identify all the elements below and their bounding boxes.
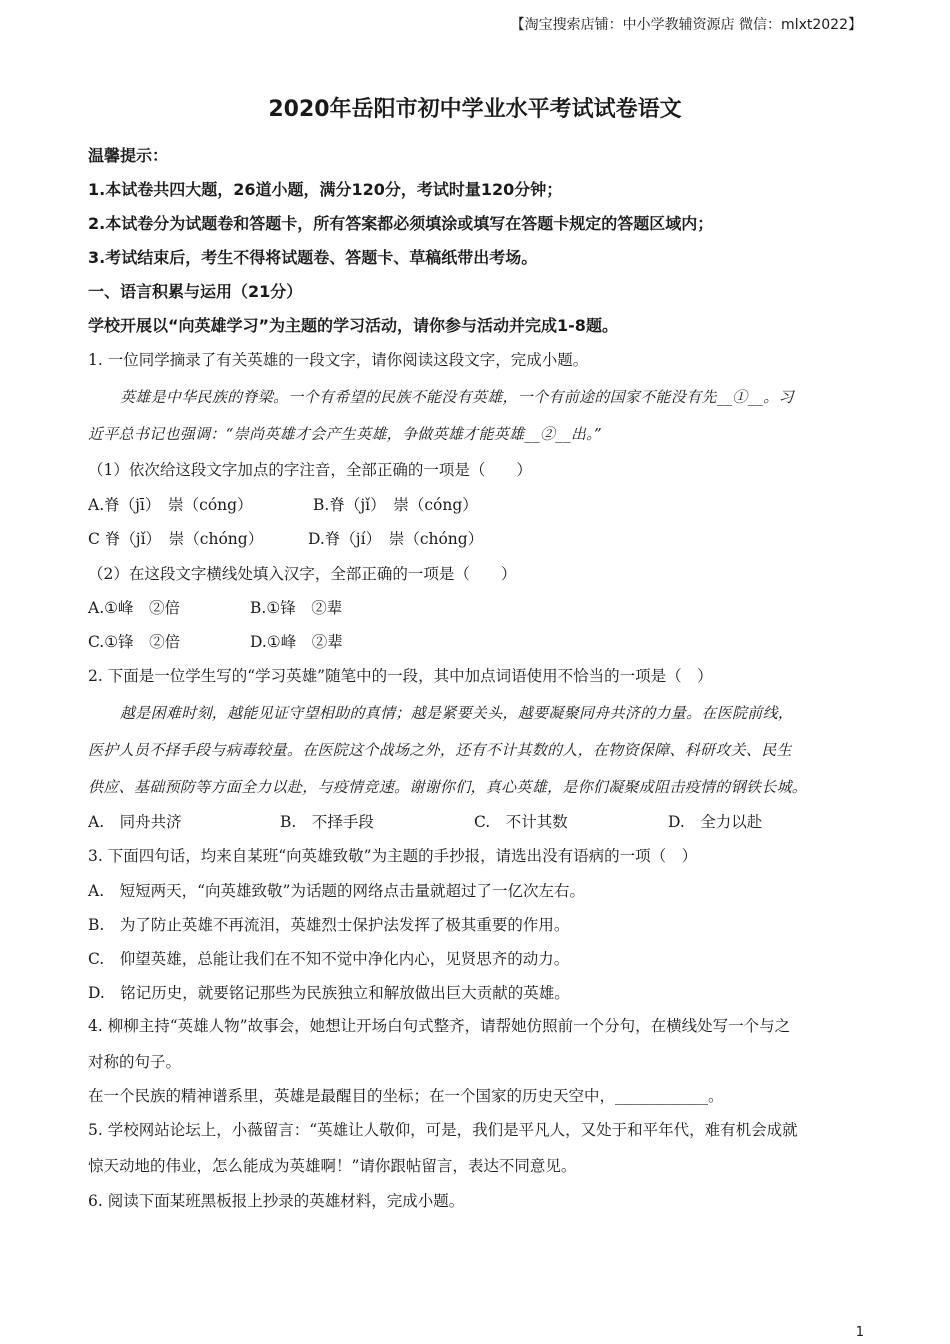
q6-stem: 6. 阅读下面某班黑板报上抄录的英雄材料，完成小题。 [88, 1192, 465, 1210]
q1-sub2-option-b: B.①锋 ②辈 [250, 599, 343, 617]
q1-sub2-stem: （2）在这段文字横线处填入汉字，全部正确的一项是（ ） [88, 565, 517, 583]
page-title: 2020年岳阳市初中学业水平考试试卷语文 [268, 97, 682, 122]
q4-stem: 4. 柳柳主持“英雄人物”故事会，她想让开场白句式整齐，请帮她仿照前一个分句，在横线处写一个与之 [88, 1017, 791, 1035]
q2-passage-line: 越是困难时刻，越能见证守望相助的真情；越是紧要关头，越要凝聚同舟共济的力量。在医院前线， [120, 704, 794, 722]
q3-option-d: D. 铭记历史，就要铭记那些为民族独立和解放做出巨大贡献的英雄。 [88, 984, 570, 1002]
tip-2: 2.本试卷分为试题卷和答题卡，所有答案都必须填涂或填写在答题卡规定的答题区域内； [88, 214, 714, 233]
q2-stem: 2. 下面是一位学生写的“学习英雄”随笔中的一段，其中加点词语使用不恰当的一项是（ ） [88, 667, 713, 685]
tip-1: 1.本试卷共四大题，26道小题，满分120分，考试时量120分钟； [88, 180, 563, 199]
q3-stem: 3. 下面四句话，均来自某班“向英雄致敬”为主题的手抄报，请选出没有语病的一项（ ） [88, 847, 698, 865]
q1-sub2-option-d: D.①峰 ②辈 [250, 633, 343, 651]
q2-option-a: A. 同舟共济 [88, 813, 182, 831]
q1-passage-line: 近平总书记也强调：“崇尚英雄才会产生英雄，争做英雄才能英雄__②__出。” [88, 425, 602, 443]
tips-heading: 温馨提示： [88, 146, 169, 165]
header-note: 【淘宝搜索店铺：中小学教辅资源店 微信：mlxt2022】 [510, 17, 862, 33]
q2-passage-line: 医护人员不择手段与病毒较量。在医院这个战场之外，还有不计其数的人，在物资保障、科研攻关、民生 [88, 741, 792, 759]
q4-prompt: 在一个民族的精神谱系里，英雄是最醒目的坐标；在一个国家的历史天空中，____________。 [88, 1087, 724, 1105]
q2-option-c: C. 不计其数 [474, 813, 568, 831]
q2-passage-line: 供应、基础预防等方面全力以赴，与疫情竞速。谢谢你们，真心英雄，是你们凝聚成阻击疫情的钢铁长城。 [88, 778, 808, 796]
tip-3: 3.考试结束后，考生不得将试题卷、答题卡、草稿纸带出考场。 [88, 248, 538, 267]
q1-sub1-option-d: D.脊（jí） 崇（chóng） [308, 530, 484, 548]
q1-sub2-option-c: C.①锋 ②倍 [88, 633, 181, 651]
q1-stem: 1. 一位同学摘录了有关英雄的一段文字，请你阅读这段文字，完成小题。 [88, 351, 589, 369]
q1-passage-line: 英雄是中华民族的脊梁。一个有希望的民族不能没有英雄，一个有前途的国家不能没有先__①__。习 [120, 388, 794, 406]
q2-option-d: D. 全力以赴 [668, 813, 763, 831]
q1-sub1-option-a: A.脊（jī） 崇（cóng） [88, 496, 253, 514]
q2-option-b: B. 不择手段 [280, 813, 374, 831]
q1-sub1-option-b: B.脊（jǐ） 崇（cóng） [313, 496, 478, 514]
q5-stem-cont: 惊天动地的伟业，怎么能成为英雄啊！”请你跟帖留言，表达不同意见。 [88, 1157, 577, 1175]
q4-stem-cont: 对称的句子。 [88, 1053, 182, 1071]
q5-stem: 5. 学校网站论坛上，小薇留言：“英雄让人敬仰，可是，我们是平凡人，又处于和平年代，难有机会成就 [88, 1121, 798, 1139]
q1-sub1-stem: （1）依次给这段文字加点的字注音，全部正确的一项是（ ） [88, 461, 532, 479]
section-intro: 学校开展以“向英雄学习”为主题的学习活动，请你参与活动并完成1-8题。 [88, 316, 618, 335]
q3-option-c: C. 仰望英雄，总能让我们在不知不觉中净化内心，见贤思齐的动力。 [88, 950, 570, 968]
q1-sub1-option-c: C 脊（jǐ） 崇（chóng） [88, 530, 264, 548]
q3-option-a: A. 短短两天，“向英雄致敬”为话题的网络点击量就超过了一亿次左右。 [88, 882, 585, 900]
section-heading: 一、语言积累与运用（21分） [88, 282, 303, 301]
page-number: 1 [855, 1325, 864, 1340]
q1-sub2-option-a: A.①峰 ②倍 [88, 599, 181, 617]
q3-option-b: B. 为了防止英雄不再流泪，英雄烈士保护法发挥了极其重要的作用。 [88, 916, 570, 934]
